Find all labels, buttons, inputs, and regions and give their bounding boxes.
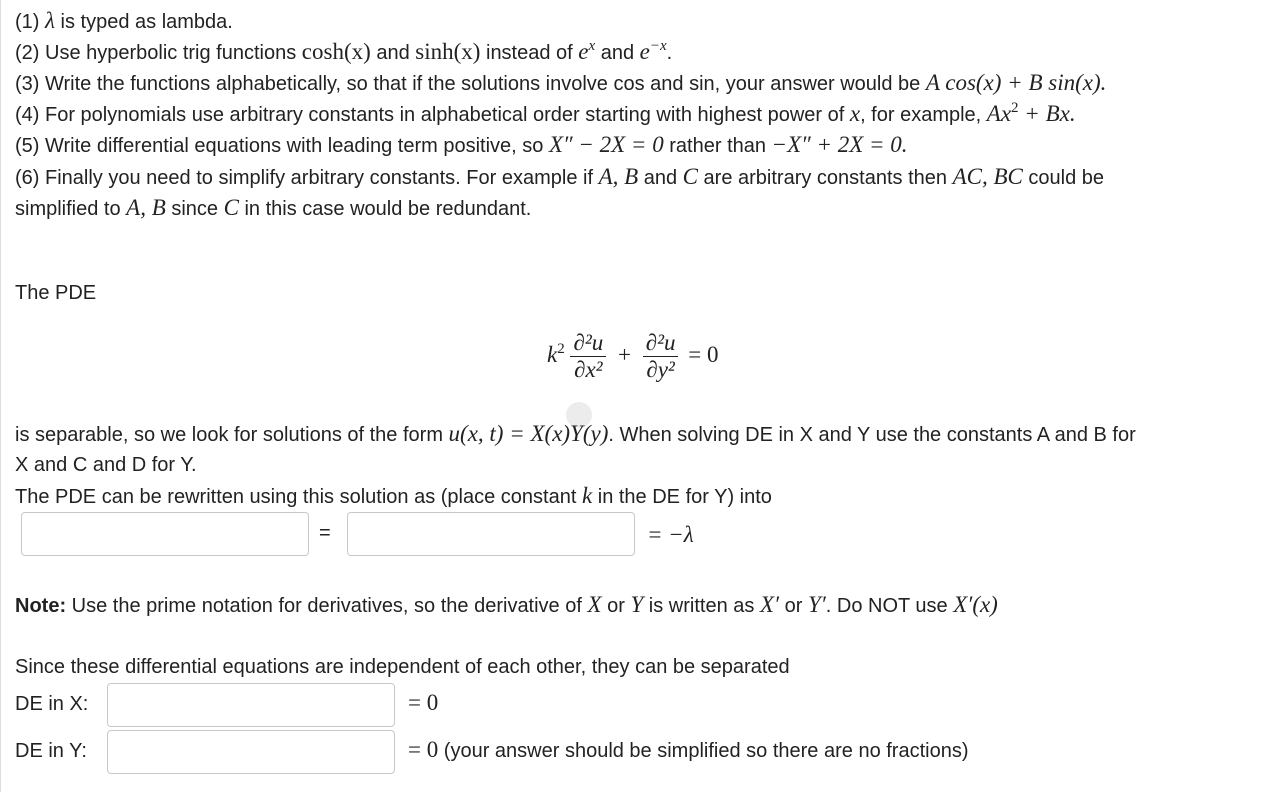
note-x: X: [587, 592, 602, 617]
instruction-4-mid: , for example,: [860, 104, 987, 126]
instruction-6-end: could be: [1022, 167, 1105, 189]
rewrite-x-input[interactable]: [21, 512, 309, 556]
instruction-6-c: C: [682, 164, 698, 189]
sinh-math: sinh(x): [415, 39, 481, 64]
instruction-7-since: since: [165, 198, 224, 220]
instruction-2-and: and: [370, 42, 416, 64]
exp-power: x: [588, 38, 596, 54]
pde-denominator-1: ∂x²: [574, 357, 603, 382]
de-x-label: DE in X:: [15, 693, 89, 715]
de-y-end: [408, 737, 969, 763]
instruction-4: [15, 101, 1076, 130]
note-or-1: or: [601, 595, 631, 617]
instruction-4-ax: Ax: [986, 101, 1012, 126]
instruction-7-text: simplified to: [15, 198, 127, 220]
instruction-6-post: are arbitrary constants then: [698, 167, 953, 189]
instruction-5-text: (5) Write differential equations with leading term positive, so: [15, 135, 549, 157]
de-x-equals-zero: = 0: [408, 690, 439, 715]
exp-base: e: [578, 39, 589, 64]
instruction-6-acbc: AC, BC: [952, 164, 1023, 189]
note-y: Y: [630, 592, 644, 617]
note-post: . Do NOT use: [825, 595, 954, 617]
separable-math: u(x, t) = X(x)Y(y): [448, 421, 609, 446]
instruction-2-text: (2) Use hyperbolic trig functions: [15, 42, 302, 64]
instruction-4-x: x: [849, 101, 861, 126]
instruction-5-mid: rather than: [663, 135, 772, 157]
instruction-3: [15, 70, 1106, 97]
de-x-input[interactable]: [107, 683, 395, 727]
instruction-7-c: C: [223, 195, 239, 220]
instruction-2-and2: and: [595, 42, 640, 64]
pde-fraction-2: [643, 330, 679, 383]
separated-text: Since these differential equations are independent of each other, they can be separated: [15, 656, 790, 678]
instruction-2-end: .: [666, 42, 673, 64]
instruction-1-prefix: (1): [15, 11, 45, 33]
rewrite-y-input[interactable]: [347, 512, 635, 556]
instruction-3-text: (3) Write the functions alphabetically, so that if the solutions involve cos and sin, your answer would be: [15, 73, 926, 95]
instruction-7-ab: A, B: [126, 195, 166, 220]
exp-power-2: −x: [649, 38, 667, 54]
de-y-note: (your answer should be simplified so there are no fractions): [438, 740, 969, 762]
note-or-2: or: [779, 595, 808, 617]
pde-denominator-2: ∂y²: [646, 357, 675, 382]
instruction-5-math-2: −X″ + 2X = 0.: [771, 132, 908, 157]
note-x-prime-x: X′(x): [953, 592, 998, 617]
pde-label: The PDE: [15, 282, 97, 304]
pde-k-exp: 2: [557, 340, 565, 357]
cosh-math: cosh(x): [301, 39, 371, 64]
pde-plus: +: [617, 341, 631, 367]
instruction-2-instead: instead of: [480, 42, 579, 64]
instruction-6: [15, 164, 1104, 191]
separable-line-2: X and C and D for Y.: [15, 454, 197, 476]
instruction-7-post: in this case would be redundant.: [238, 198, 532, 220]
pde-equals-zero: = 0: [688, 341, 719, 367]
note-line: [15, 592, 998, 619]
separable-line-3-post: in the DE for Y) into: [592, 486, 772, 508]
instruction-6-ab: A, B: [598, 164, 639, 189]
pde-equation: [547, 330, 718, 383]
pde-numerator-2: ∂²u: [643, 330, 679, 357]
separable-text: is separable, so we look for solutions of the form: [15, 424, 449, 446]
note-text: Use the prime notation for derivatives, so the derivative of: [66, 595, 588, 617]
instruction-1: [15, 8, 233, 35]
instruction-6-text: (6) Finally you need to simplify arbitrary constants. For example if: [15, 167, 599, 189]
note-y-prime: Y′: [807, 592, 826, 617]
pde-fraction-1: [570, 330, 606, 383]
de-y-equals-zero: = 0: [408, 737, 439, 762]
note-mid: is written as: [643, 595, 760, 617]
separable-line-3-text: The PDE can be rewritten using this solution as (place constant: [15, 486, 582, 508]
exp-base-2: e: [639, 39, 650, 64]
rewrite-equals: =: [319, 522, 331, 544]
separable-line-3: [15, 483, 772, 510]
pde-k: k: [547, 341, 558, 367]
instruction-4-bx: + Bx.: [1018, 101, 1076, 126]
instruction-5-math-1: X″ − 2X = 0: [548, 132, 664, 157]
pde-numerator-1: ∂²u: [570, 330, 606, 357]
separable-line-1: [15, 421, 1136, 448]
lambda-symbol: λ: [45, 8, 55, 33]
separable-k: k: [581, 483, 593, 508]
instruction-4-text: (4) For polynomials use arbitrary constants in alphabetical order starting with highest power of: [15, 104, 850, 126]
instruction-7: [15, 195, 531, 222]
rewrite-equals-lambda: = −λ: [647, 522, 694, 547]
de-y-input[interactable]: [107, 730, 395, 774]
instruction-5: [15, 132, 908, 159]
instruction-3-math: A cos(x) + B sin(x).: [925, 70, 1107, 95]
note-label: Note:: [15, 595, 67, 617]
instruction-6-and: and: [638, 167, 683, 189]
instruction-1-text: is typed as lambda.: [54, 11, 233, 33]
note-x-prime: X′: [759, 592, 780, 617]
instruction-2: [15, 39, 672, 68]
de-y-label: DE in Y:: [15, 740, 87, 762]
separable-post: . When solving DE in X and Y use the constants A and B for: [608, 424, 1136, 446]
instruction-4-power: 2: [1011, 100, 1019, 116]
